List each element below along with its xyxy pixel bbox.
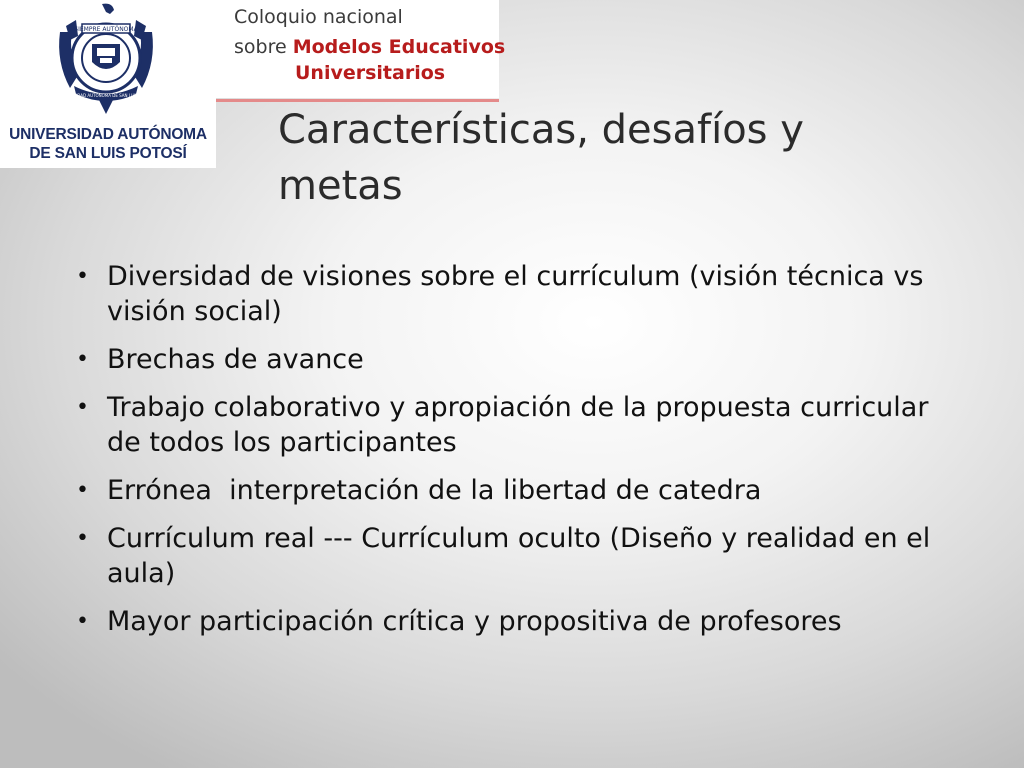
event-line2-strong: Modelos Educativos (292, 36, 506, 58)
crest-ring-text: UNIVERSIDAD AUTÓNOMA DE SAN LUIS POTOSÍ (58, 93, 154, 98)
bullet-item (76, 473, 956, 508)
university-logo (0, 0, 216, 168)
university-name-line1: UNIVERSIDAD AUTÓNOMA (9, 126, 207, 143)
bullet-icon: • (76, 347, 89, 372)
university-name-line2: DE SAN LUIS POTOSÍ (29, 145, 187, 162)
event-line2 (234, 36, 505, 58)
bullet-item (76, 604, 956, 639)
bullet-text: Diversidad de visiones sobre el currículum (visión técnica vs visión social) (107, 261, 924, 327)
bullet-item (76, 259, 956, 329)
slide-title: Características, desafíos y metas (278, 107, 804, 209)
event-line1: Coloquio nacional (234, 6, 403, 28)
bullet-text: Mayor participación crítica y propositiva de profesores (107, 606, 842, 637)
bullet-item (76, 342, 956, 377)
bullet-item (76, 521, 956, 591)
bullet-icon: • (76, 395, 89, 420)
bullet-text: Errónea interpretación de la libertad de catedra (107, 475, 762, 506)
bullet-icon: • (76, 609, 89, 634)
bullet-text: Trabajo colaborativo y apropiación de la propuesta curricular de todos los participantes (107, 392, 929, 458)
bullet-icon: • (76, 478, 89, 503)
crest-motto: SIEMPRE AUTÓNOMA (74, 26, 138, 33)
bullet-item (76, 390, 956, 460)
bullet-icon: • (76, 264, 89, 289)
bullet-icon: • (76, 526, 89, 551)
event-line3: Universitarios (295, 62, 446, 84)
bullet-list (76, 259, 956, 652)
university-crest-icon (52, 2, 160, 116)
bullet-text: Brechas de avance (107, 344, 364, 375)
bullet-text: Currículum real --- Currículum oculto (Diseño y realidad en el aula) (107, 523, 931, 589)
event-banner (216, 0, 506, 98)
event-line2-prefix: sobre (234, 36, 293, 58)
